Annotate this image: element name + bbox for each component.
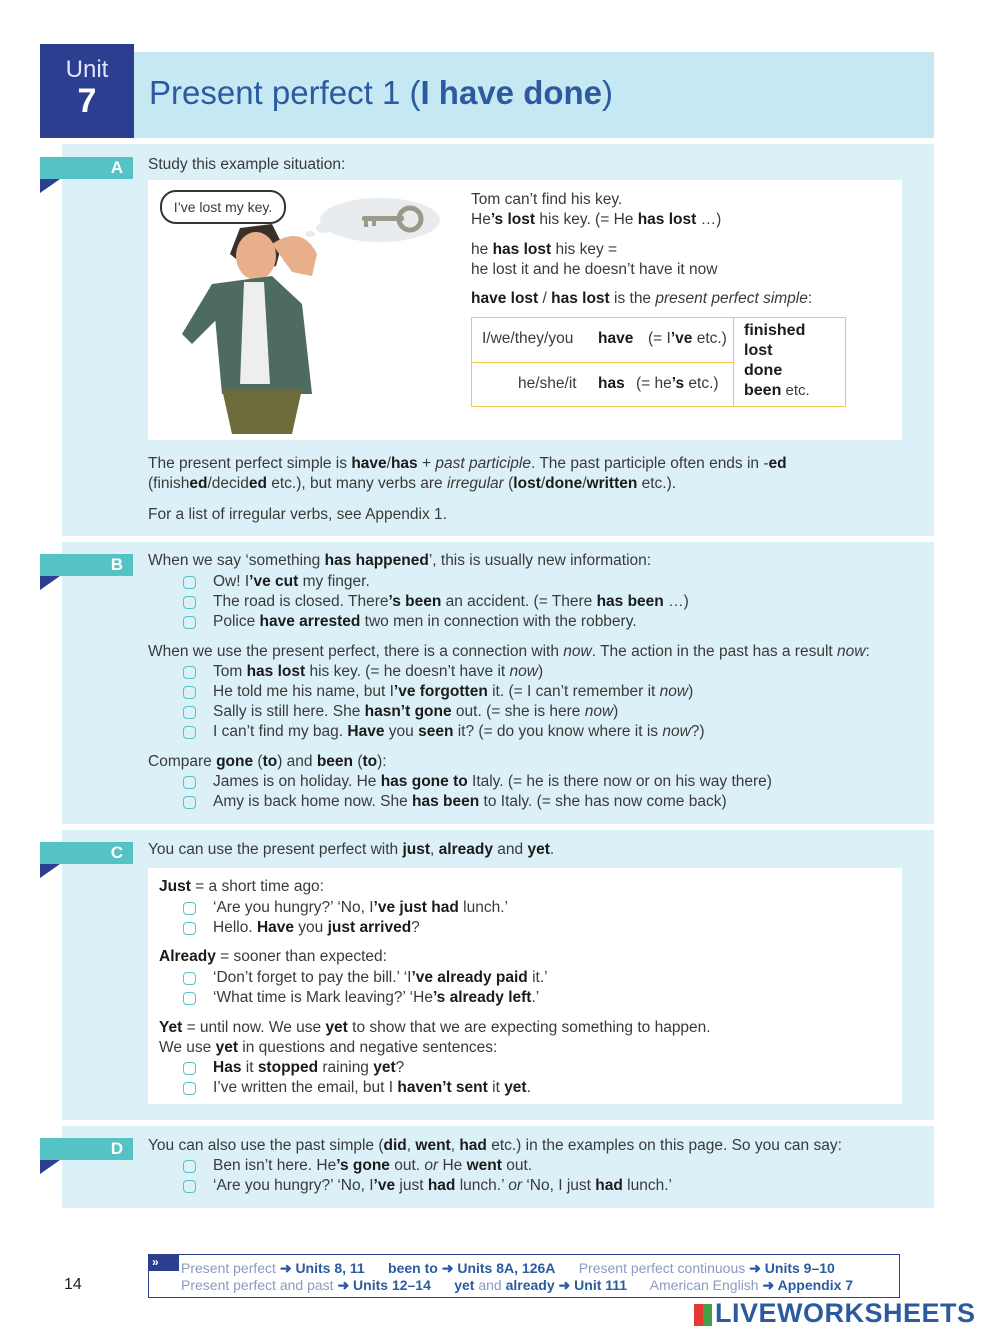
section-d-intro: You can also use the past simple (did, went, had etc.) in the examples on this page. So you can say: [148,1137,842,1154]
title-band [134,52,934,138]
example-item: He told me his name, but I’ve forgotten it. (= I can’t remember it now) [183,682,693,702]
example-item: Police have arrested two men in connection with the robbery. [183,612,637,632]
bullet-icon [183,666,196,679]
bullet-icon [183,922,196,935]
bullet-icon [183,686,196,699]
section-a-fold [40,179,60,193]
present-perfect-table [471,317,846,407]
bullet-icon [183,706,196,719]
subject-cell: he/she/it [518,375,577,392]
section-b-label: B [40,554,133,576]
thought-dot [316,223,332,233]
example-item: Amy is back home now. She has been to Italy. (= she has now come back) [183,792,727,812]
table-row [472,318,734,363]
situation-line-2: He’s lost his key. (= He has lost …) [471,211,722,228]
example-item: ‘Are you hungry?’ ‘No, I’ve just had lunch.’ [183,898,508,918]
table-row [472,363,734,406]
cross-reference-line-1[interactable]: Present perfect ➜ Units 8, 11 been to ➜ Units 8A, 126A Present perfect continuous ➜ Units 9–10 [181,1260,835,1276]
explanation-line-1: The present perfect simple is have/has + past participle. The past participle often ends in -ed [148,455,787,472]
unit-number: 7 [77,82,97,120]
example-item: I can’t find my bag. Have you seen it? (= do you know where it is now?) [183,722,705,742]
example-item: Ow! I’ve cut my finger. [183,572,370,592]
example-item: ‘Are you hungry?’ ‘No, I’ve just had lunch.’ or ‘No, I just had lunch.’ [183,1176,672,1196]
bullet-icon [183,992,196,1005]
example-item: The road is closed. There’s been an accident. (= There has been …) [183,592,689,612]
example-item: James is on holiday. He has gone to Italy. (= he is there now or on his way there) [183,772,772,792]
bullet-icon [183,776,196,789]
example-item: ‘Don’t forget to pay the bill.’ ‘I’ve already paid it.’ [183,968,548,988]
section-b-intro: When we say ‘something has happened’, this is usually new information: [148,552,652,569]
cross-reference-line-2[interactable]: Present perfect and past ➜ Units 12–14 yet and already ➜ Unit 111 American English ➜ Appendix 7 [181,1277,854,1293]
cross-reference-box [148,1254,900,1298]
explanation-line-2: (finished/decided etc.), but many verbs are irregular (lost/done/written etc.). [148,475,677,492]
situation-line-4: he lost it and he doesn’t have it now [471,261,718,278]
example-item: Sally is still here. She hasn’t gone out. (= she is here now) [183,702,618,722]
double-chevron-icon: » [149,1255,179,1271]
unit-badge [40,44,134,138]
unit-word: Unit [65,56,109,83]
example-item: Has it stopped raining yet? [183,1058,404,1078]
page-number: 14 [64,1276,82,1293]
short-form-cell: (= I’ve etc.) [648,330,727,347]
just-heading: Just = a short time ago: [159,878,324,895]
section-b-fold [40,576,60,590]
example-item: Ben isn’t here. He’s gone out. or He went out. [183,1156,532,1176]
section-c-intro: You can use the present perfect with just, already and yet. [148,841,555,858]
bullet-icon [183,1062,196,1075]
liveworksheets-logo[interactable]: LIVEWORKSHEETS [694,1298,976,1329]
bullet-icon [183,796,196,809]
aux-cell: has [598,375,625,392]
example-item: Tom has lost his key. (= he doesn’t have it now) [183,662,543,682]
subject-cell: I/we/they/you [482,330,574,347]
short-form-cell: (= he’s etc.) [636,375,719,392]
bullet-icon [183,1180,196,1193]
section-b-intro-2: When we use the present perfect, there is a connection with now. The action in the past has a result now: [148,643,870,660]
bullet-icon [183,1160,196,1173]
logo-icon [694,1304,712,1326]
bullet-icon [183,726,196,739]
example-item: ‘What time is Mark leaving?’ ‘He’s already left.’ [183,988,539,1008]
appendix-note: For a list of irregular verbs, see Appendix 1. [148,506,447,523]
situation-line-3: he has lost his key = [471,241,618,258]
bullet-icon [183,616,196,629]
section-d-fold [40,1160,60,1174]
situation-line-1: Tom can’t find his key. [471,191,623,208]
section-a-intro: Study this example situation: [148,156,346,173]
yet-heading: Yet = until now. We use yet to show that we are expecting something to happen. [159,1019,711,1036]
section-a-label: A [40,157,133,179]
section-c-label: C [40,842,133,864]
bullet-icon [183,596,196,609]
example-item: Hello. Have you just arrived? [183,918,420,938]
section-c-fold [40,864,60,878]
bullet-icon [183,576,196,589]
bullet-icon [183,1082,196,1095]
speech-bubble: I’ve lost my key. [160,190,286,224]
yet-usage: We use yet in questions and negative sentences: [159,1039,498,1056]
participle-list: finished lost done been etc. [744,322,810,399]
example-item: I’ve written the email, but I haven’t sent it yet. [183,1078,531,1098]
section-d-label: D [40,1138,133,1160]
aux-cell: have [598,330,634,347]
man-figure [182,224,317,434]
situation-line-5: have lost / has lost is the present perfect simple: [471,290,813,307]
already-heading: Already = sooner than expected: [159,948,387,965]
thought-dot [305,231,315,237]
page-title: Present perfect 1 (I have done) [149,74,614,111]
bullet-icon [183,972,196,985]
section-b-intro-3: Compare gone (to) and been (to): [148,753,387,770]
bullet-icon [183,902,196,915]
